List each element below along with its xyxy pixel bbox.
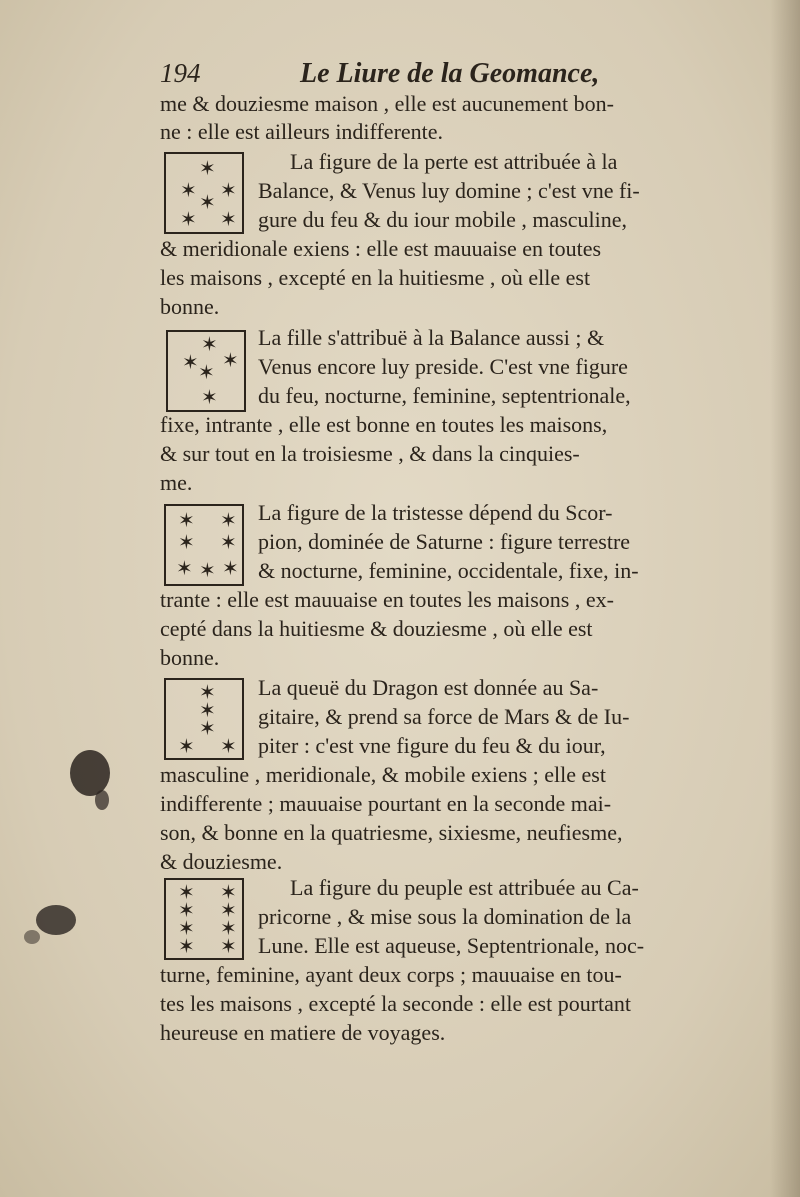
text-line: & sur tout en la troisiesme , & dans la cinquies- (160, 441, 580, 466)
text-line: La figure de la tristesse dépend du Scor- (258, 500, 613, 525)
text-line: & douziesme. (160, 849, 283, 874)
text-line: & meridionale exiens : elle est mauuaise en toutes (160, 236, 602, 261)
text-line: Balance, & Venus luy domine ; c'est vne fi- (258, 178, 640, 203)
figure-peuple-icon: ✶ ✶ ✶ ✶ ✶ ✶ ✶ ✶ (164, 878, 244, 960)
text-line: bonne. (160, 645, 220, 670)
running-title: Le Liure de la Geomance, (300, 58, 600, 89)
text-line: La figure de la perte est attribuée à la (290, 149, 618, 174)
text-line: pion, dominée de Saturne : figure terrestre (258, 529, 631, 554)
text-line: gitaire, & prend sa force de Mars & de Iu- (258, 704, 630, 729)
text-line: me & douziesme maison , elle est aucunement bon- (160, 91, 614, 116)
text-line: fixe, intrante , elle est bonne en toutes les maisons, (160, 412, 608, 437)
ink-blot (95, 790, 109, 810)
page-number: 194 (160, 58, 201, 88)
figure-perte-icon: ✶ ✶ ✶ ✶ ✶ ✶ (164, 152, 244, 234)
text-line: La queuë du Dragon est donnée au Sa- (258, 675, 599, 700)
text-line: son, & bonne en la quatriesme, sixiesme, neufiesme, (160, 820, 623, 845)
text-line: du feu, nocturne, feminine, septentrionale, (258, 383, 631, 408)
text-line: heureuse en matiere de voyages. (160, 1020, 446, 1045)
text-line: bonne. (160, 294, 220, 319)
text-line: tes les maisons , excepté la seconde : elle est pourtant (160, 991, 632, 1016)
text-line: gure du feu & du iour mobile , masculine, (258, 207, 628, 232)
ink-blot (24, 930, 40, 944)
text-line: ne : elle est ailleurs indifferente. (160, 119, 444, 144)
text-line: indifferente ; mauuaise pourtant en la seconde mai- (160, 791, 612, 816)
text-line: cepté dans la huitiesme & douziesme , où elle est (160, 616, 593, 641)
text-line: & nocturne, feminine, occidentale, fixe, in- (258, 558, 639, 583)
text-line: masculine , meridionale, & mobile exiens ; elle est (160, 762, 606, 787)
text-line: me. (160, 470, 193, 495)
text-line: piter : c'est vne figure du feu & du iour, (258, 733, 606, 758)
text-line: trante : elle est mauuaise en toutes les maisons , ex- (160, 587, 614, 612)
text-line: les maisons , excepté en la huitiesme , où elle est (160, 265, 591, 290)
spine-shadow (770, 0, 800, 1197)
text-line: Venus encore luy preside. C'est vne figure (258, 354, 628, 379)
figure-fille-icon: ✶ ✶ ✶ ✶ ✶ (166, 330, 246, 412)
ink-blot (36, 905, 76, 935)
text-line: Lune. Elle est aqueuse, Septentrionale, noc- (258, 933, 645, 958)
figure-queue-dragon-icon: ✶ ✶ ✶ ✶ ✶ (164, 678, 244, 760)
figure-tristesse-icon: ✶ ✶ ✶ ✶ ✶ ✶ ✶ (164, 504, 244, 586)
text-line: La figure du peuple est attribuée au Ca- (290, 875, 639, 900)
text-line: La fille s'attribuë à la Balance aussi ; & (258, 325, 605, 350)
text-line: turne, feminine, ayant deux corps ; mauuaise en tou- (160, 962, 622, 987)
text-line: pricorne , & mise sous la domination de la (258, 904, 632, 929)
ink-blot (70, 750, 110, 796)
